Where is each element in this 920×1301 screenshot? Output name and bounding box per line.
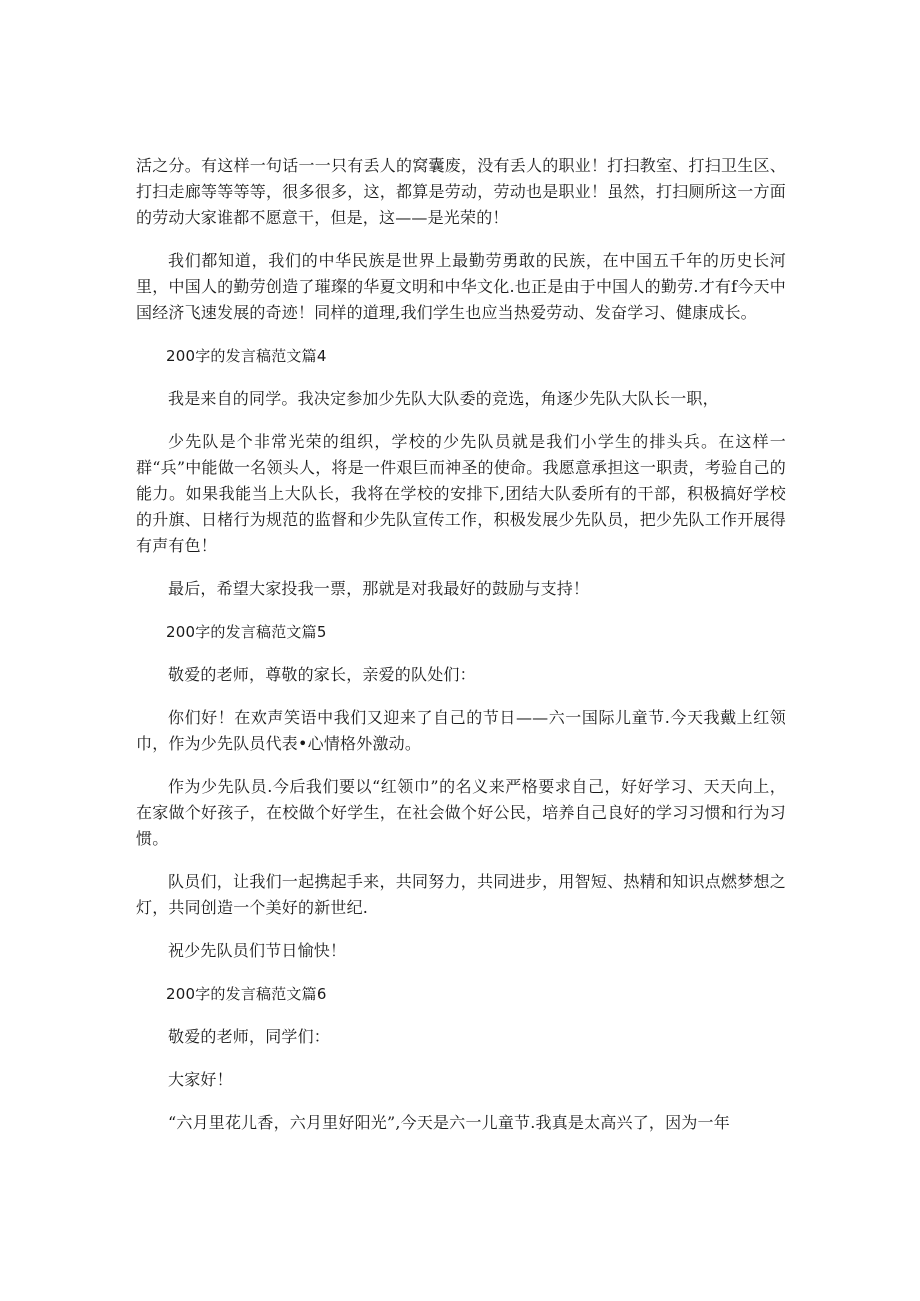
document-body [136,153,786,1153]
paragraph: 队员们，让我们一起携起手来，共同努力，共同进步，用智短、热精和知识点燃梦想之灯，共同创造一个美好的新世纪. [136,872,786,917]
section-heading: 200字的发言稿范文篇5 [166,623,327,641]
paragraph: 作为少先队员.今后我们要以“红领巾”的名义来严格要求自己，好好学习、天天向上，在家做个好孩子，在校做个好学生，在社会做个好公民，培养自己良好的学习习惯和行为习惯。 [136,777,786,848]
paragraph: 我是来自的同学。我决定参加少先队大队委的竞选，角逐少先队大队长一职， [168,389,719,408]
paragraph: 最后，希望大家投我一票，那就是对我最好的鼓励与支持！ [168,579,590,598]
section-heading: 200字的发言稿范文篇6 [166,985,327,1003]
paragraph: 大家好！ [168,1070,233,1089]
paragraph: 活之分。有这样一句话一一只有丢人的窝囊废，没有丢人的职业！打扫教室、打扫卫生区、打扫走廊等等等等，很多很多，这，都算是劳动，劳动也是职业！虽然，打扫厕所这一方面的劳动大家谁都不愿意干，但是，这——是光荣的！ [136,156,786,227]
paragraph: 祝少先队员们节日愉快！ [168,941,347,960]
paragraph: “六月里花儿香，六月里好阳光”,今天是六一儿童节.我真是太高兴了，因为一年 [168,1113,730,1132]
paragraph: 敬爱的老师，尊敬的家长，亲爱的队处们： [168,665,476,684]
paragraph: 少先队是个非常光荣的组织，学校的少先队员就是我们小学生的排头兵。在这样一群“兵”中能做一名领头人，将是一件艰巨而神圣的使命。我愿意承担这一职责，考验自己的能力。如果我能当上大队长，我将在学校的安排下,团结大队委所有的干部，积极搞好学校的升旗、日楮行为规范的监督和少先队宣传工作，积极发展少先队员，把少先队工作开展得有声有色！ [136,432,786,555]
paragraph: 敬爱的老师，同学们： [168,1027,331,1046]
section-heading: 200字的发言稿范文篇4 [166,347,327,365]
paragraph: 我们都知道，我们的中华民族是世界上最勤劳勇敢的民族，在中国五千年的历史长河里，中国人的勤劳创造了璀璨的华夏文明和中华文化.也正是由于中国人的勤劳.才有f今天中国经济飞速发展的奇迹！同样的道理,我们学生也应当热爱劳动、发奋学习、健康成长。 [136,251,786,322]
paragraph: 你们好！在欢声笑语中我们又迎来了自己的节日——六一国际儿童节.今天我戴上红领巾，作为少先队员代表•心情格外激动。 [136,708,786,753]
